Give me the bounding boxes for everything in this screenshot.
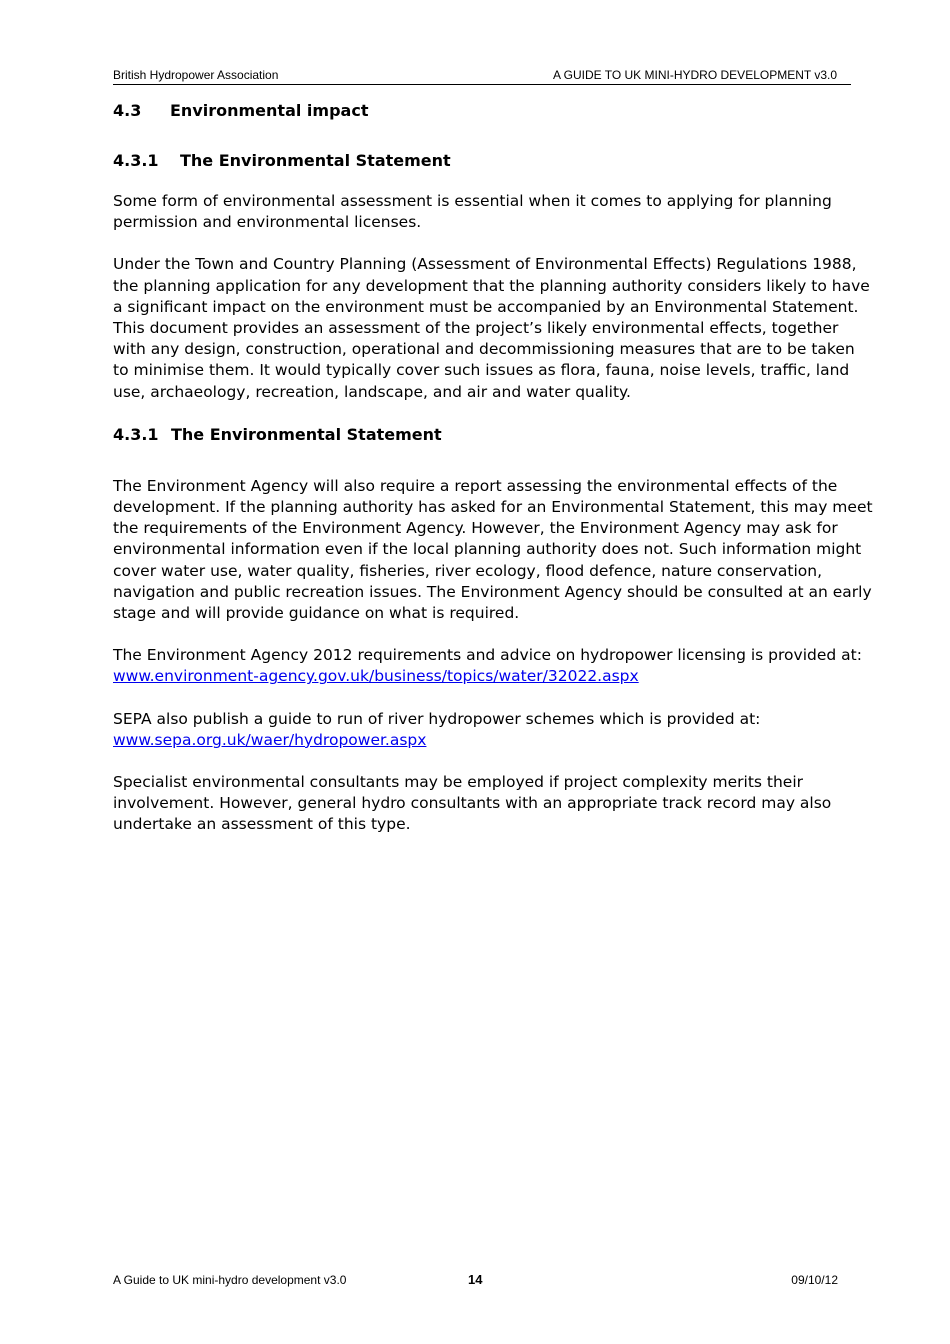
section-number: 4.3 [113, 101, 142, 120]
subsection-heading-2 [113, 424, 873, 445]
subsection-number-2: 4.3.1 [113, 424, 159, 444]
paragraph-text: The Environment Agency 2012 requirements and advice on hydropower licensing is provided at: [113, 646, 862, 665]
paragraph: Under the Town and Country Planning (Assessment of Environmental Effects) Regulations 1988, the planning application for any development that the planning authority considers likely to have a significant impact on the environment must be accompanied by an Environmental Statement. This document provides an assessment of the project’s likely environmental effects, together with any design, construction, operational and decommissioning measures that are to be taken to minimise them. It would typically cover such issues as flora, fauna, noise levels, traffic, land use, archaeology, recreation, landscape, and air and water quality. [113, 255, 870, 401]
footer-date: 09/10/12 [791, 1273, 838, 1287]
paragraph: Specialist environmental consultants may be employed if project complexity merits their involvement. However, general hydro consultants with an appropriate track record may also undertake an assessment of this type. [113, 773, 832, 834]
subsection-heading-1 [113, 150, 873, 171]
sepa-link[interactable]: www.sepa.org.uk/waer/hydropower.aspx [113, 730, 427, 749]
section-heading [113, 100, 873, 121]
paragraph: Some form of environmental assessment is essential when it comes to applying for planning permission and environmental licenses. [113, 192, 832, 232]
header-organization: British Hydropower Association [113, 68, 279, 82]
page-header [113, 67, 851, 85]
environment-agency-link[interactable]: www.environment-agency.gov.uk/business/topics/water/32022.aspx [113, 667, 639, 686]
document-body [113, 100, 873, 836]
paragraph: The Environment Agency will also require a report assessing the environmental effects of the development. If the planning authority has asked for an Environmental Statement, this may meet the requirements of the Environment Agency. However, the Environment Agency may ask for environmental information even if the local planning authority does not. Such information might cover water use, water quality, fisheries, river ecology, flood defence, nature conservation, navigation and public recreation issues. The Environment Agency should be consulted at an early stage and will provide guidance on what is required. [113, 476, 873, 623]
page-footer [113, 1273, 838, 1289]
paragraph [113, 645, 873, 687]
subsection-title-1: The Environmental Statement [180, 151, 451, 170]
subsection-number-1: 4.3.1 [113, 151, 159, 170]
paragraph-text: SEPA also publish a guide to run of river hydropower schemes which is provided at: [113, 709, 761, 728]
paragraph [113, 709, 873, 751]
footer-document-title: A Guide to UK mini-hydro development v3.0 [113, 1273, 347, 1287]
subsection-title-2: The Environmental Statement [171, 424, 442, 444]
page-number: 14 [468, 1272, 483, 1287]
section-title: Environmental impact [170, 101, 369, 120]
header-document-title: A GUIDE TO UK MINI-HYDRO DEVELOPMENT v3.0 [552, 68, 837, 82]
